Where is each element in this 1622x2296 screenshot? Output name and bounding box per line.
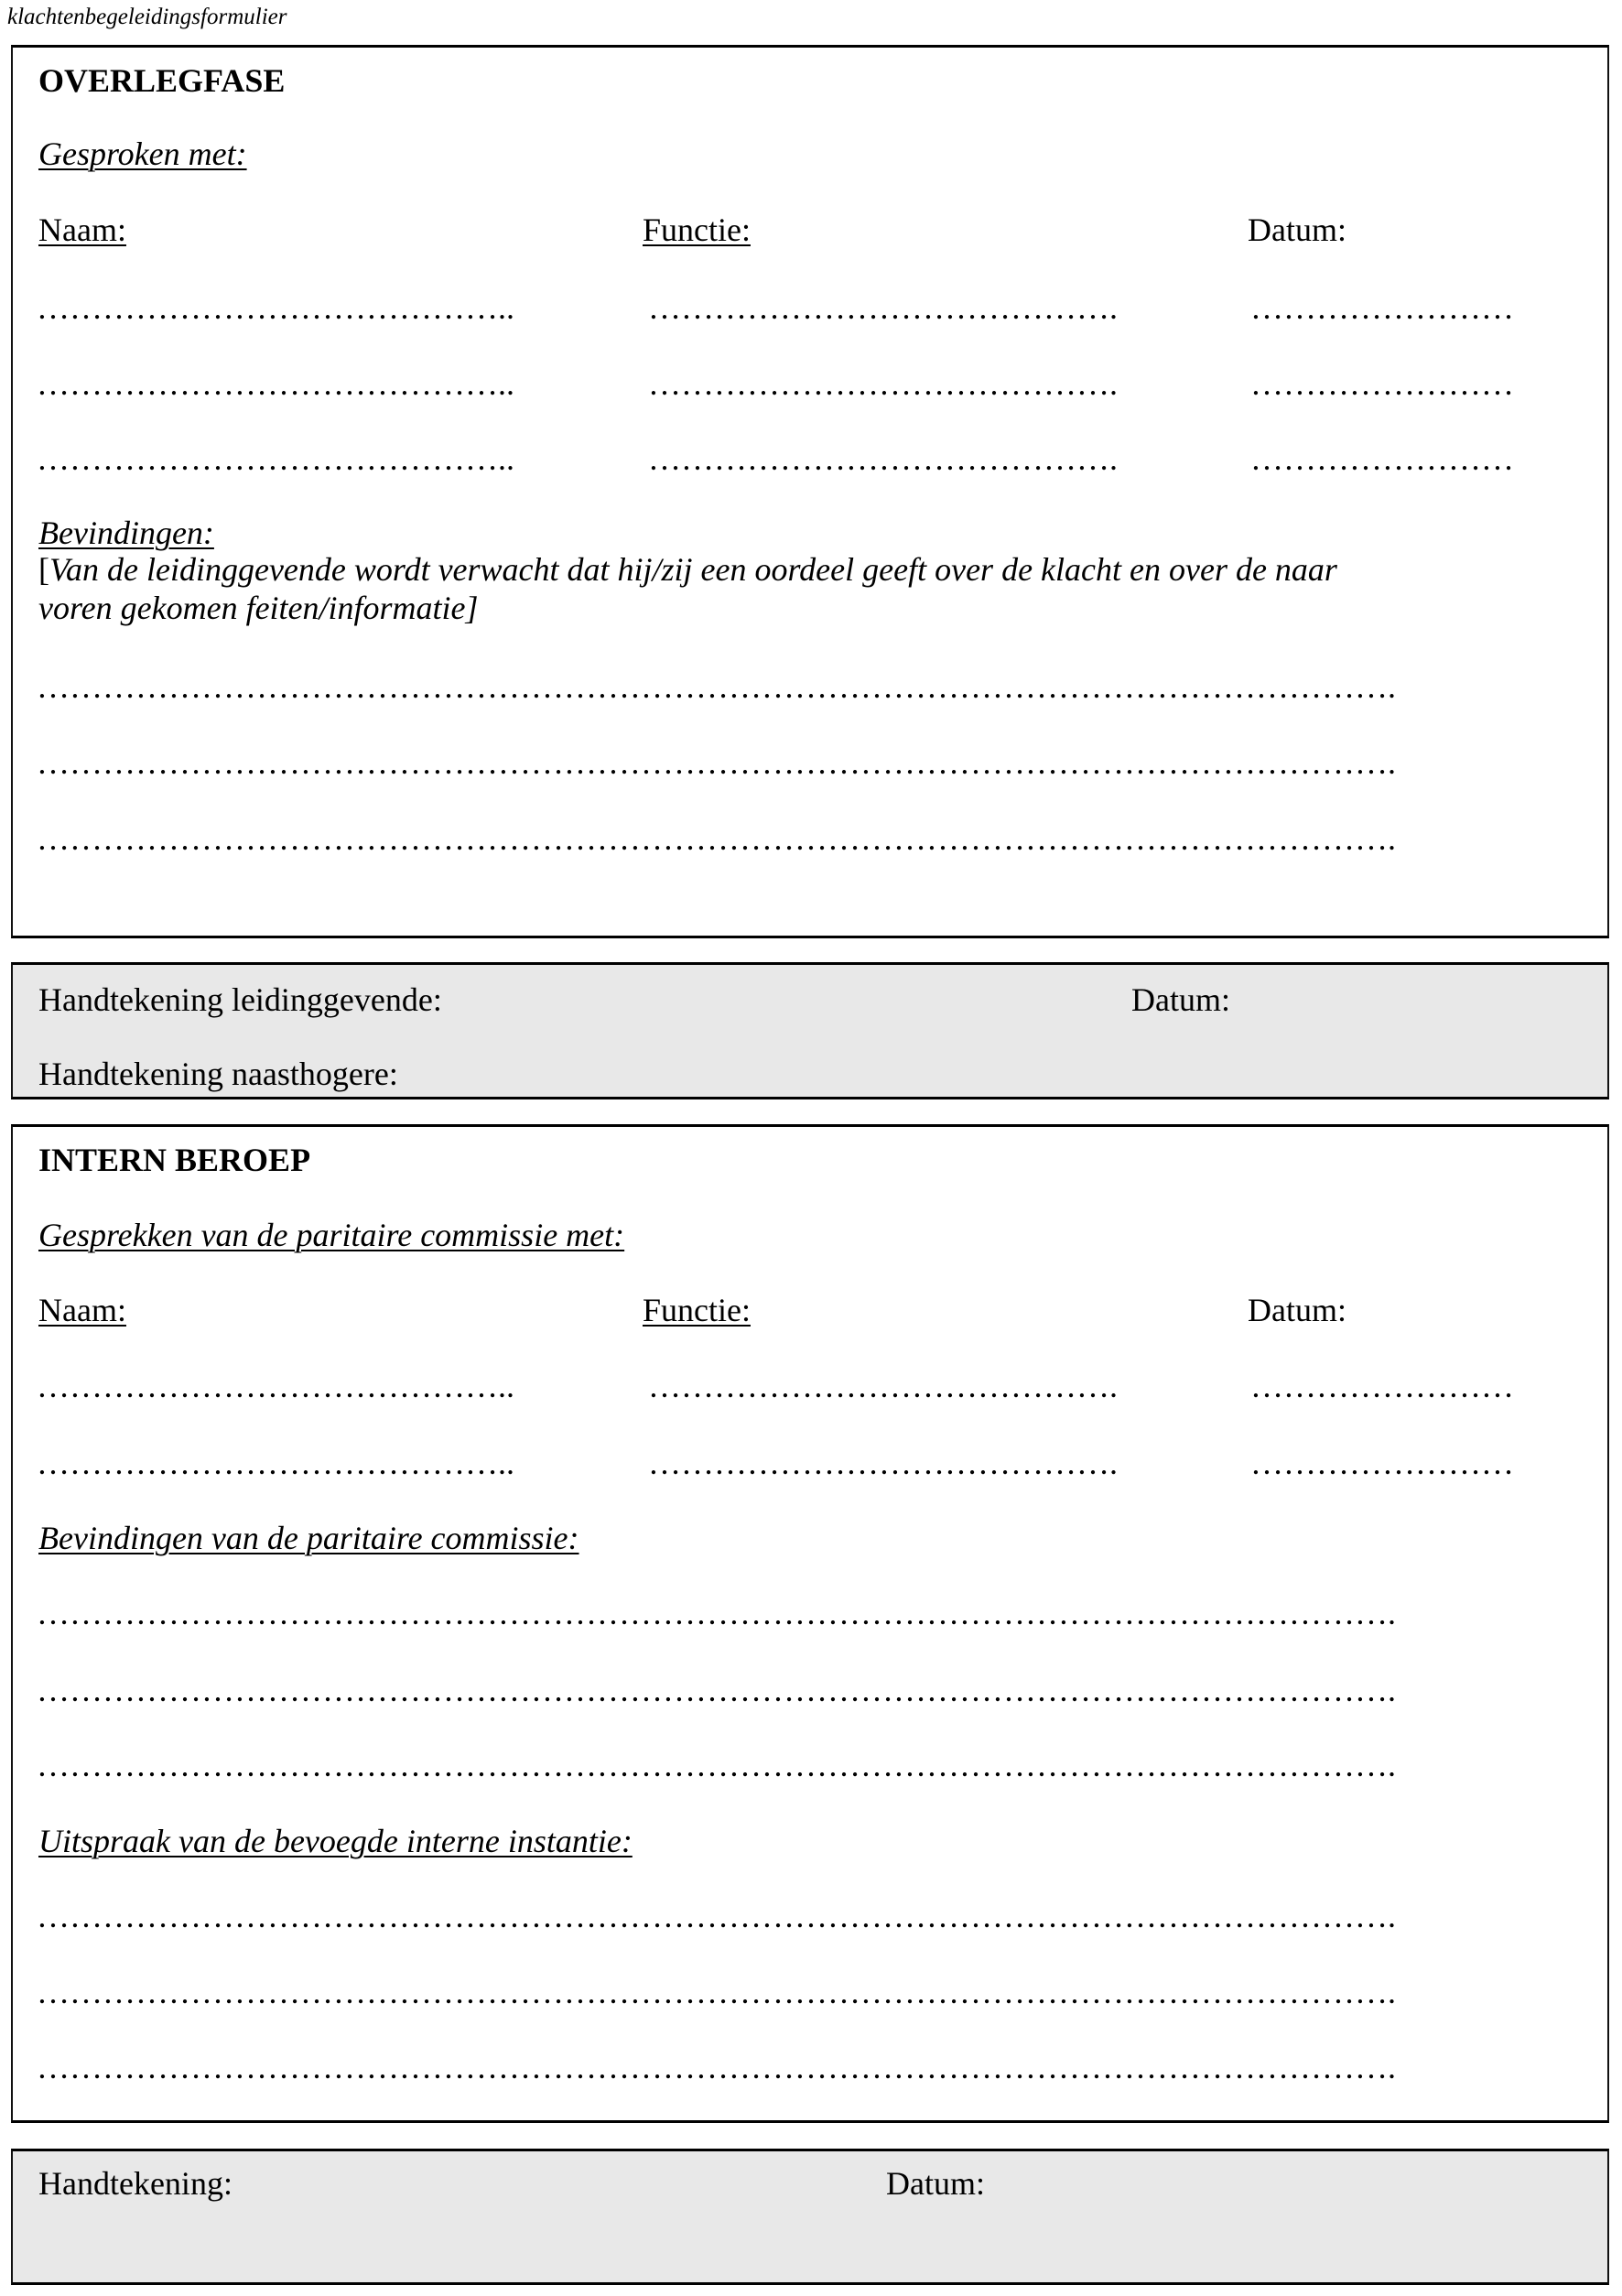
commission-findings-line-1[interactable]: ……………………………………………………………………………………………………………. — [37, 1597, 1396, 1630]
column-header-name-2: Naam: — [38, 1292, 126, 1328]
commission-name-field-1[interactable]: …………………………………….. — [37, 1370, 514, 1403]
commission-date-field-2[interactable]: …………………… — [1250, 1446, 1514, 1479]
column-header-function-2: Functie: — [643, 1292, 751, 1328]
ruling-line-3[interactable]: ……………………………………………………………………………………………………………. — [37, 2051, 1396, 2084]
section-title-intern-beroep: INTERN BEROEP — [38, 1142, 311, 1178]
ruling-line-1[interactable]: ……………………………………………………………………………………………………………. — [37, 1900, 1396, 1933]
name-field-2[interactable]: …………………………………….. — [37, 367, 514, 400]
overlegfase-section — [11, 45, 1609, 938]
date-field-2[interactable]: …………………… — [1250, 367, 1514, 400]
findings-label: Bevindingen: — [38, 514, 214, 551]
name-field-3[interactable]: …………………………………….. — [37, 442, 514, 475]
name-field-1[interactable]: …………………………………….. — [37, 291, 514, 324]
column-header-date-2: Datum: — [1248, 1292, 1346, 1328]
commission-name-field-2[interactable]: …………………………………….. — [37, 1446, 514, 1479]
function-field-2[interactable]: ……………………………………. — [648, 367, 1118, 400]
manager-signature-label: Handtekening leidinggevende: — [38, 981, 442, 1018]
superior-signature-label: Handtekening naasthogere: — [38, 1056, 398, 1092]
instruction-text: Van de leidinggevende wordt verwacht dat hij/zij een oordeel geeft over de klacht en over de naar — [49, 551, 1337, 588]
commission-findings-label: Bevindingen van de paritaire commissie: — [38, 1520, 579, 1556]
signature-date-label-2: Datum: — [886, 2165, 985, 2202]
column-header-name: Naam: — [38, 211, 126, 248]
function-field-1[interactable]: ……………………………………. — [648, 291, 1118, 324]
findings-line-1[interactable]: ……………………………………………………………………………………………………………. — [37, 670, 1396, 703]
commission-findings-line-3[interactable]: ……………………………………………………………………………………………………………. — [37, 1749, 1396, 1782]
ruling-label: Uitspraak van de bevoegde interne instantie: — [38, 1823, 633, 1859]
commission-date-field-1[interactable]: …………………… — [1250, 1370, 1514, 1403]
bracket-open: [ — [38, 551, 49, 588]
signature-date-label-1: Datum: — [1131, 981, 1230, 1018]
commission-function-field-1[interactable]: ……………………………………. — [648, 1370, 1118, 1403]
column-header-date: Datum: — [1248, 211, 1346, 248]
date-field-3[interactable]: …………………… — [1250, 442, 1514, 475]
spoken-with-label: Gesproken met: — [38, 135, 247, 172]
section-title-overlegfase: OVERLEGFASE — [38, 62, 286, 99]
findings-instruction-line2: voren gekomen feiten/informatie] — [38, 590, 479, 626]
signature-label: Handtekening: — [38, 2165, 232, 2202]
date-field-1[interactable]: …………………… — [1250, 291, 1514, 324]
commission-talks-label: Gesprekken van de paritaire commissie met: — [38, 1217, 625, 1253]
commission-function-field-2[interactable]: ……………………………………. — [648, 1446, 1118, 1479]
findings-instruction-line1 — [38, 553, 1337, 586]
signature-block-2 — [11, 2149, 1609, 2285]
column-header-function: Functie: — [643, 211, 751, 248]
ruling-line-2[interactable]: ……………………………………………………………………………………………………………. — [37, 1976, 1396, 2009]
findings-line-2[interactable]: ……………………………………………………………………………………………………………. — [37, 746, 1396, 779]
findings-line-3[interactable]: ……………………………………………………………………………………………………………. — [37, 822, 1396, 855]
running-header: klachtenbegeleidingsformulier — [7, 5, 287, 29]
function-field-3[interactable]: ……………………………………. — [648, 442, 1118, 475]
commission-findings-line-2[interactable]: ……………………………………………………………………………………………………………. — [37, 1673, 1396, 1706]
